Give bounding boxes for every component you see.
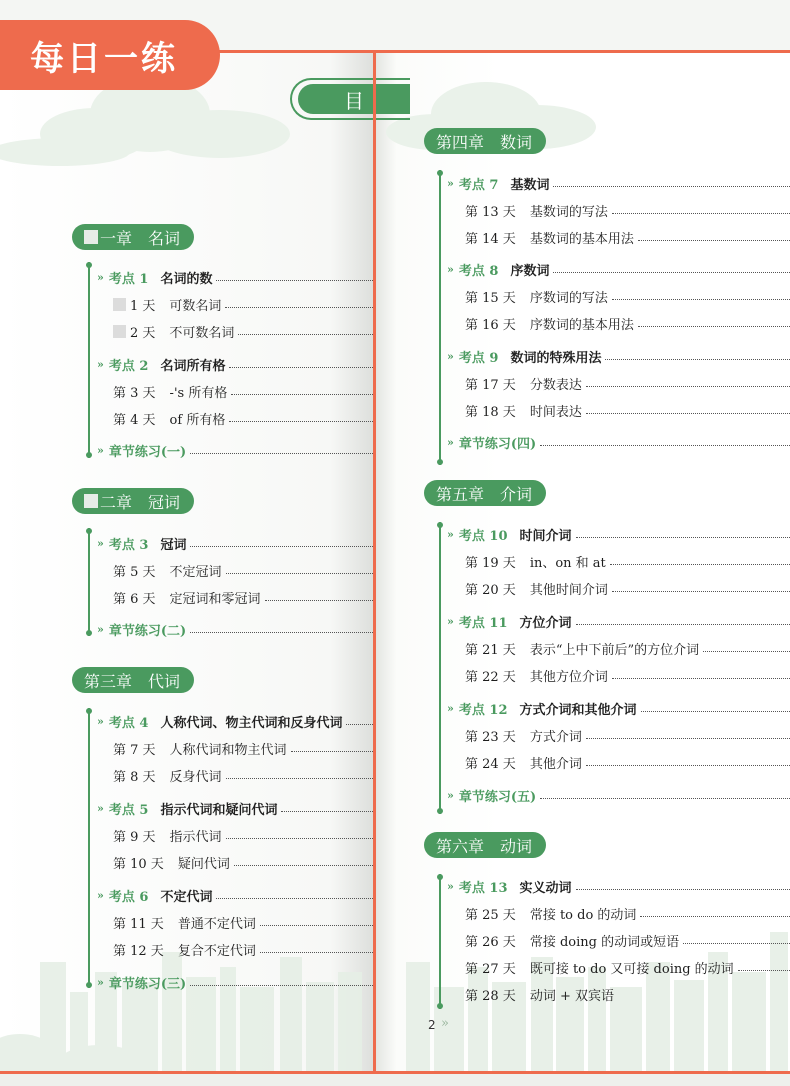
day-title: 表示“上中下前后”的方位介词 [529, 642, 700, 658]
header-tab [0, 20, 220, 90]
day-title: 不可数名词 [169, 325, 235, 341]
kaodian-label: 考点 7 [458, 177, 499, 193]
kaodian-title: 名词所有格 [160, 358, 226, 374]
toc-exercise[interactable] [97, 972, 375, 992]
chapter-label: 一章 名词 [100, 228, 181, 248]
dot-leader [346, 724, 375, 725]
dot-leader [576, 537, 790, 538]
toc-day[interactable] [465, 313, 790, 333]
day-title: 人称代词和物主代词 [169, 742, 287, 758]
contents-title: 目 [344, 88, 364, 113]
chapter-rule [88, 262, 90, 458]
kaodian-label: 考点 6 [108, 889, 149, 905]
day-title: 其他介词 [529, 756, 582, 772]
day-label: 第 4 天 [113, 412, 156, 428]
day-label: 第 25 天 [465, 907, 516, 923]
chapter-rule [88, 708, 90, 988]
day-label: 第 11 天 [113, 916, 164, 932]
toc-day[interactable] [465, 930, 790, 950]
dot-leader [553, 186, 790, 187]
toc-day[interactable] [465, 227, 790, 247]
kaodian-label: 考点 13 [458, 880, 508, 896]
day-title: 时间表达 [529, 404, 582, 420]
dot-leader [226, 838, 375, 839]
toc-kaodian[interactable] [97, 885, 375, 905]
dot-leader [576, 624, 790, 625]
toc-kaodian[interactable] [447, 259, 790, 279]
kaodian-title: 方位介词 [519, 615, 572, 631]
kaodian-label: 考点 8 [458, 263, 499, 279]
kaodian-label: 考点 9 [458, 350, 499, 366]
toc-day[interactable] [113, 560, 375, 580]
dot-leader [225, 307, 375, 308]
day-label: 第 14 天 [465, 231, 516, 247]
day-mark [113, 298, 126, 311]
toc-kaodian[interactable] [447, 346, 790, 366]
chapter-number-mark [84, 230, 98, 244]
kaodian-title: 不定代词 [160, 889, 213, 905]
day-label: 第 12 天 [113, 943, 164, 959]
day-label: 第 7 天 [113, 742, 156, 758]
header-tab-label: 每日一练 [30, 38, 178, 79]
toc-kaodian[interactable] [97, 354, 375, 374]
dot-leader [738, 970, 790, 971]
chevron-right-icon: » [97, 443, 104, 457]
day-label: 第 24 天 [465, 756, 516, 772]
chevron-right-icon: » [447, 262, 454, 276]
day-title: 反身代词 [169, 769, 222, 785]
day-label: 第 3 天 [113, 385, 156, 401]
chevron-right-icon: » [97, 975, 104, 989]
toc-day[interactable] [113, 408, 375, 428]
toc-exercise[interactable] [447, 432, 790, 452]
toc-day[interactable] [113, 321, 375, 341]
header-rule [200, 50, 790, 53]
kaodian-label: 考点 5 [108, 802, 149, 818]
toc-day[interactable] [465, 957, 790, 977]
kaodian-title: 人称代词、物主代词和反身代词 [160, 715, 343, 731]
day-label: 第 23 天 [465, 729, 516, 745]
dot-leader [553, 272, 790, 273]
page-number: 2 [428, 1018, 436, 1032]
chapter-rule [439, 170, 441, 465]
toc-day[interactable] [465, 400, 790, 420]
toc-day[interactable] [465, 638, 790, 658]
dot-leader [190, 453, 375, 454]
dot-leader [229, 421, 375, 422]
dot-leader [540, 798, 790, 799]
toc-day[interactable] [465, 373, 790, 393]
chevron-right-icon: » [97, 888, 104, 902]
day-label: 第 27 天 [465, 961, 516, 977]
dot-leader [234, 865, 375, 866]
chapter-heading [424, 832, 546, 858]
day-label: 第 21 天 [465, 642, 516, 658]
toc-day[interactable] [113, 294, 375, 314]
day-label: 第 28 天 [465, 988, 516, 1004]
day-label: 第 10 天 [113, 856, 164, 872]
exercise-title: 章节练习(一) [108, 444, 187, 460]
kaodian-label: 考点 11 [458, 615, 508, 631]
day-label: 第 26 天 [465, 934, 516, 950]
day-title: 动词 + 双宾语 [529, 988, 614, 1004]
dot-leader [265, 600, 375, 601]
chapter-label: 第六章 动词 [436, 836, 533, 856]
kaodian-title: 实义动词 [519, 880, 572, 896]
chapter-rule [439, 522, 441, 814]
day-title: 指示代词 [169, 829, 222, 845]
toc-day[interactable] [465, 984, 790, 1004]
toc-day[interactable] [113, 738, 375, 758]
day-title: 疑问代词 [177, 856, 230, 872]
kaodian-title: 基数词 [510, 177, 550, 193]
dot-leader [190, 546, 375, 547]
day-title: 不定冠词 [169, 564, 222, 580]
day-label: 第 9 天 [113, 829, 156, 845]
toc-day[interactable] [465, 752, 790, 772]
toc-exercise[interactable] [447, 785, 790, 805]
day-label: 第 20 天 [465, 582, 516, 598]
chevron-right-icon: » [447, 879, 454, 893]
dot-leader [641, 711, 790, 712]
bottom-rule [0, 1071, 790, 1074]
dot-leader [610, 564, 790, 565]
contents-title-tab [290, 78, 410, 120]
kaodian-label: 考点 10 [458, 528, 508, 544]
dot-leader [612, 299, 790, 300]
toc-kaodian[interactable] [447, 173, 790, 193]
toc-kaodian[interactable] [97, 711, 375, 731]
day-label: 第 13 天 [465, 204, 516, 220]
toc-day[interactable] [113, 912, 375, 932]
day-title: in、on 和 at [529, 555, 606, 571]
dot-leader [260, 925, 375, 926]
kaodian-title: 冠词 [160, 537, 187, 553]
day-title: 既可接 to do 又可接 doing 的动词 [529, 961, 734, 977]
exercise-title: 章节练习(五) [458, 789, 537, 805]
dot-leader [216, 898, 375, 899]
chevron-right-icon: » [441, 1016, 449, 1031]
chevron-right-icon: » [97, 357, 104, 371]
chapter-heading [424, 480, 546, 506]
kaodian-title: 时间介词 [519, 528, 572, 544]
dot-leader [586, 765, 790, 766]
dot-leader [226, 778, 375, 779]
dot-leader [612, 591, 790, 592]
toc-exercise[interactable] [97, 619, 375, 639]
chapter-rule [88, 528, 90, 636]
day-label: 第 5 天 [113, 564, 156, 580]
toc-day[interactable] [113, 765, 375, 785]
day-title: 普通不定代词 [177, 916, 256, 932]
dot-leader [226, 573, 375, 574]
chapter-label: 第三章 代词 [84, 671, 181, 691]
chevron-right-icon: » [97, 270, 104, 284]
dot-leader [260, 952, 375, 953]
dot-leader [190, 632, 375, 633]
toc-day[interactable] [465, 903, 790, 923]
day-title: 可数名词 [169, 298, 222, 314]
exercise-title: 章节练习(二) [108, 623, 187, 639]
chevron-right-icon: » [447, 614, 454, 628]
dot-leader [576, 889, 790, 890]
day-label: 第 8 天 [113, 769, 156, 785]
chevron-right-icon: » [97, 801, 104, 815]
day-title: 分数表达 [529, 377, 582, 393]
dot-leader [703, 651, 790, 652]
toc-day[interactable] [465, 665, 790, 685]
dot-leader [612, 678, 790, 679]
day-label: 第 16 天 [465, 317, 516, 333]
chevron-right-icon: » [447, 435, 454, 449]
day-title: 序数词的基本用法 [529, 317, 634, 333]
kaodian-label: 考点 1 [108, 271, 149, 287]
day-title: -'s 所有格 [169, 385, 228, 401]
toc-day[interactable] [113, 825, 375, 845]
toc-day[interactable] [465, 578, 790, 598]
kaodian-label: 考点 12 [458, 702, 508, 718]
kaodian-title: 指示代词和疑问代词 [160, 802, 278, 818]
kaodian-label: 考点 3 [108, 537, 149, 553]
chapter-heading [72, 224, 194, 250]
frame-bottom [0, 1074, 790, 1086]
chapter-label: 第五章 介词 [436, 484, 533, 504]
kaodian-title: 方式介词和其他介词 [519, 702, 637, 718]
toc-exercise[interactable] [97, 440, 375, 460]
day-label: 第 19 天 [465, 555, 516, 571]
exercise-title: 章节练习(四) [458, 436, 537, 452]
day-title: 方式介词 [529, 729, 582, 745]
chevron-right-icon: » [447, 176, 454, 190]
day-label: 第 22 天 [465, 669, 516, 685]
dot-leader [229, 367, 375, 368]
day-label: 2 天 [130, 325, 156, 341]
kaodian-label: 考点 4 [108, 715, 149, 731]
dot-leader [640, 916, 790, 917]
dot-leader [291, 751, 375, 752]
toc-kaodian[interactable] [447, 876, 790, 896]
day-title: 其他方位介词 [529, 669, 608, 685]
toc-kaodian[interactable] [447, 611, 790, 631]
day-label: 第 15 天 [465, 290, 516, 306]
dot-leader [281, 811, 375, 812]
chevron-right-icon: » [447, 701, 454, 715]
kaodian-title: 序数词 [510, 263, 550, 279]
kaodian-label: 考点 2 [108, 358, 149, 374]
chevron-right-icon: » [97, 714, 104, 728]
day-title: 基数词的写法 [529, 204, 608, 220]
chapter-label: 二章 冠词 [100, 492, 181, 512]
toc-kaodian[interactable] [97, 798, 375, 818]
dot-leader [683, 943, 790, 944]
chevron-right-icon: » [97, 622, 104, 636]
dot-leader [231, 394, 375, 395]
chevron-right-icon: » [97, 536, 104, 550]
kaodian-title: 数词的特殊用法 [510, 350, 602, 366]
day-title: 基数词的基本用法 [529, 231, 634, 247]
dot-leader [638, 240, 790, 241]
dot-leader [238, 334, 375, 335]
toc-kaodian[interactable] [447, 524, 790, 544]
toc-day[interactable] [465, 725, 790, 745]
toc-kaodian[interactable] [447, 698, 790, 718]
toc-day[interactable] [113, 939, 375, 959]
day-title: 其他时间介词 [529, 582, 608, 598]
dot-leader [605, 359, 790, 360]
day-label: 第 18 天 [465, 404, 516, 420]
day-title: 常接 doing 的动词或短语 [529, 934, 680, 950]
chapter-label: 第四章 数词 [436, 132, 533, 152]
chapter-heading [72, 667, 194, 693]
toc-kaodian[interactable] [97, 267, 375, 287]
chevron-right-icon: » [447, 527, 454, 541]
toc-day[interactable] [113, 381, 375, 401]
day-title: 定冠词和零冠词 [169, 591, 261, 607]
dot-leader [638, 326, 790, 327]
day-label: 1 天 [130, 298, 156, 314]
chapter-heading [72, 488, 194, 514]
dot-leader [586, 738, 790, 739]
toc-day[interactable] [465, 200, 790, 220]
exercise-title: 章节练习(三) [108, 976, 187, 992]
chevron-right-icon: » [447, 788, 454, 802]
day-mark [113, 325, 126, 338]
day-title: of 所有格 [169, 412, 226, 428]
day-label: 第 17 天 [465, 377, 516, 393]
chevron-right-icon: » [447, 349, 454, 363]
dot-leader [190, 985, 375, 986]
chapter-rule [439, 874, 441, 1009]
day-title: 复合不定代词 [177, 943, 256, 959]
dot-leader [612, 213, 790, 214]
dot-leader [586, 386, 790, 387]
dot-leader [586, 413, 790, 414]
toc-day[interactable] [465, 551, 790, 571]
day-title: 序数词的写法 [529, 290, 608, 306]
toc-day[interactable] [113, 587, 375, 607]
toc-day[interactable] [113, 852, 375, 872]
dot-leader [216, 280, 375, 281]
toc-day[interactable] [465, 286, 790, 306]
day-label: 第 6 天 [113, 591, 156, 607]
page-divider [373, 52, 376, 1074]
day-title: 常接 to do 的动词 [529, 907, 637, 923]
chapter-number-mark [84, 494, 98, 508]
toc-kaodian[interactable] [97, 533, 375, 553]
dot-leader [540, 445, 790, 446]
kaodian-title: 名词的数 [160, 271, 213, 287]
chapter-heading [424, 128, 546, 154]
